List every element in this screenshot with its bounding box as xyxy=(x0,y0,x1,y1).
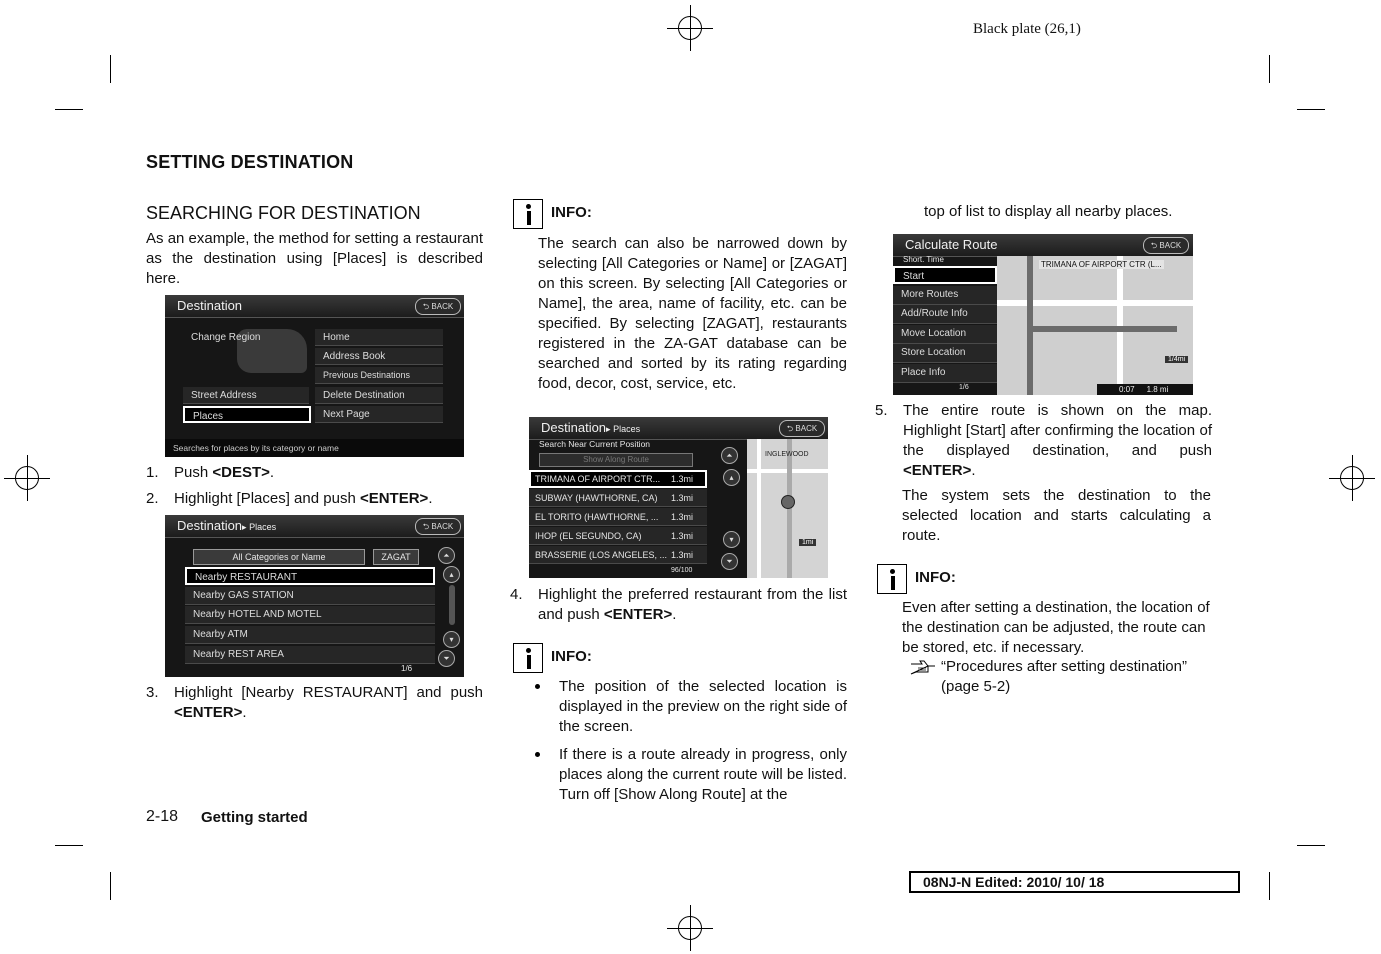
list-item-atm[interactable] xyxy=(185,626,435,644)
step-4 xyxy=(510,585,847,625)
menu-label: Store Location xyxy=(901,347,966,358)
list-item-restaurant[interactable] xyxy=(185,567,435,585)
key-enter: <ENTER> xyxy=(359,490,429,507)
info-block-2 xyxy=(513,643,713,673)
route-summary xyxy=(1097,384,1193,395)
plate-label: Black plate (26,1) xyxy=(973,21,1081,37)
back-button[interactable]: ⮌ BACK xyxy=(779,420,825,437)
menu-label: Change Region xyxy=(191,332,261,343)
step-text: Push <DEST>. xyxy=(174,464,275,481)
key-enter: <ENTER> xyxy=(603,606,673,623)
key-dest: <DEST> xyxy=(212,464,270,481)
destination-label: TRIMANA OF AIRPORT CTR (L... xyxy=(1041,260,1162,269)
registration-mark-right xyxy=(1329,455,1375,501)
item-label: Nearby ATM xyxy=(193,629,248,640)
menu-previous-destinations[interactable] xyxy=(315,367,443,384)
place-name: TRIMANA OF AIRPORT CTR... xyxy=(535,474,661,484)
scrollbar[interactable] xyxy=(449,585,455,625)
info-label: INFO: xyxy=(915,569,956,586)
route-time: 0:07 xyxy=(1119,385,1135,394)
info-block-1 xyxy=(513,199,713,229)
registration-mark-bottom xyxy=(667,905,713,951)
menu-label: Add/Route Info xyxy=(901,308,968,319)
info-3-text: Even after setting a destination, the location of the destination can be adjusted, the route can be stored, etc. if necessary. xyxy=(902,599,1210,656)
scroll-up-fast-icon[interactable]: ⏶ xyxy=(721,447,738,464)
info-icon xyxy=(513,199,543,229)
step-5 xyxy=(875,401,1211,481)
menu-next-page[interactable] xyxy=(315,406,443,423)
page-indicator: 96/100 xyxy=(671,567,693,574)
crop-mark xyxy=(110,55,111,83)
step-1 xyxy=(146,463,483,483)
page-number: 2-18 xyxy=(146,808,179,825)
step-text: The entire route is shown on the map. Highlight [Start] after confirming the location of the displayed destination, and push <ENTER>. xyxy=(903,402,1212,479)
places-screen xyxy=(165,515,464,677)
crop-mark xyxy=(55,845,83,846)
item-label: Nearby GAS STATION xyxy=(193,590,294,601)
crop-mark xyxy=(55,109,83,110)
scroll-up-icon[interactable]: ▴ xyxy=(443,566,460,583)
add-route-info-button[interactable] xyxy=(893,305,997,324)
place-name: BRASSERIE (LOS ANGELES, ... xyxy=(535,550,668,560)
list-item-hotel[interactable] xyxy=(185,606,435,624)
place-distance: 1.3mi xyxy=(670,474,693,484)
menu-label: Place Info xyxy=(901,367,946,378)
info-block-3 xyxy=(877,564,1077,594)
step-2 xyxy=(146,489,483,509)
back-button[interactable]: ⮌ BACK xyxy=(1143,237,1189,254)
back-label: BACK xyxy=(795,424,818,433)
item-label: Nearby HOTEL AND MOTEL xyxy=(193,609,322,620)
step-text: Highlight [Places] and push <ENTER>. xyxy=(174,490,433,507)
button-label: All Categories or Name xyxy=(232,552,326,562)
route-line xyxy=(1027,326,1177,332)
step-number: 2. xyxy=(146,490,159,507)
back-label: BACK xyxy=(1159,241,1182,250)
step-number: 3. xyxy=(146,684,159,701)
menu-delete-destination[interactable] xyxy=(315,387,443,404)
screen-title: Destination▸ Places xyxy=(177,518,277,533)
registration-mark-left xyxy=(4,455,50,501)
page-indicator: 1/6 xyxy=(959,384,969,391)
preview-map xyxy=(747,439,828,578)
place-distance: 1.3mi xyxy=(670,550,693,560)
item-label: Nearby REST AREA xyxy=(193,649,284,660)
step-number: 5. xyxy=(875,402,888,419)
place-distance: 1.3mi xyxy=(670,493,693,503)
info-label: INFO: xyxy=(551,648,592,665)
crop-mark xyxy=(110,872,111,900)
menu-label: Delete Destination xyxy=(323,390,405,401)
place-info-button[interactable] xyxy=(893,364,997,383)
place-name: IHOP (EL SEGUNDO, CA) xyxy=(535,531,642,541)
footer-section: Getting started xyxy=(201,809,308,826)
key-enter: <ENTER> xyxy=(174,704,243,721)
info-2-bullet-2 xyxy=(535,745,847,805)
list-row[interactable] xyxy=(529,470,707,488)
destination-pin-icon xyxy=(781,495,795,509)
menu-label: More Routes xyxy=(901,289,959,300)
route-type: Short. Time xyxy=(903,255,944,264)
menu-home[interactable] xyxy=(315,329,443,346)
calculate-route-screen xyxy=(893,234,1193,395)
scroll-down-fast-icon[interactable]: ⏷ xyxy=(721,553,738,570)
scroll-up-fast-icon[interactable]: ⏶ xyxy=(438,547,455,564)
search-near-header: Search Near Current Position xyxy=(539,439,651,449)
menu-label: Address Book xyxy=(323,351,386,362)
back-button[interactable]: ⮌ BACK xyxy=(415,518,461,535)
crop-mark xyxy=(1269,55,1270,83)
menu-label: Next Page xyxy=(323,409,370,420)
hint-bar: Searches for places by its category or name xyxy=(165,439,464,457)
step-number: 4. xyxy=(510,586,523,603)
screen-title: Destination▸ Places xyxy=(541,420,641,435)
more-routes-button[interactable] xyxy=(893,286,997,305)
store-location-button[interactable] xyxy=(893,344,997,363)
subsection-title: SEARCHING FOR DESTINATION xyxy=(146,203,421,223)
list-item-rest-area[interactable] xyxy=(185,646,435,664)
menu-label: Move Location xyxy=(901,328,967,339)
info-2-bullet-2-continued: top of list to display all nearby places. xyxy=(924,203,1173,220)
route-distance: 1.8 mi xyxy=(1146,385,1169,394)
item-label: Nearby RESTAURANT xyxy=(195,572,298,583)
menu-label: Start xyxy=(903,271,925,282)
route-map xyxy=(997,256,1193,395)
place-distance: 1.3mi xyxy=(670,531,693,541)
step-text: Highlight the preferred restaurant from the list and push <ENTER>. xyxy=(538,586,847,623)
menu-street-address[interactable] xyxy=(183,387,309,404)
menu-label: Previous Destinations xyxy=(323,370,411,380)
list-row[interactable] xyxy=(529,546,707,564)
destination-screen xyxy=(165,295,464,457)
menu-label: Places xyxy=(193,411,224,422)
crop-mark xyxy=(1297,109,1325,110)
list-row[interactable] xyxy=(529,508,707,526)
button-label: ZAGAT xyxy=(381,552,411,562)
system-text: The system sets the destination to the selected location and starts calculating a route. xyxy=(902,487,1211,544)
menu-address-book[interactable] xyxy=(315,348,443,365)
screen-title: Destination xyxy=(177,298,243,313)
map-label: INGLEWOOD xyxy=(765,451,809,458)
menu-change-region[interactable] xyxy=(183,329,309,346)
place-name: EL TORITO (HAWTHORNE, ... xyxy=(535,512,659,522)
start-button[interactable] xyxy=(893,266,997,284)
scroll-up-icon[interactable]: ▴ xyxy=(723,469,740,486)
list-row[interactable] xyxy=(529,489,707,507)
info-icon xyxy=(513,643,543,673)
map-road xyxy=(757,439,761,578)
back-button[interactable]: ⮌ BACK xyxy=(415,298,461,315)
back-label: BACK xyxy=(431,522,454,531)
section-title: SETTING DESTINATION xyxy=(146,152,354,172)
bullet-text: If there is a route already in progress, only places along the current route will be listed. Turn off [Show Along Route] at the xyxy=(559,746,847,803)
menu-label: Street Address xyxy=(191,390,257,401)
back-label: BACK xyxy=(431,302,454,311)
nearby-places-screen xyxy=(529,417,828,578)
scroll-down-fast-icon[interactable]: ⏷ xyxy=(438,650,455,667)
list-row[interactable] xyxy=(529,527,707,545)
key-enter: <ENTER> xyxy=(903,462,972,479)
all-categories-button[interactable] xyxy=(193,549,365,565)
bullet-text: The position of the selected location is displayed in the preview on the right side of the screen. xyxy=(559,678,847,735)
list-item-gas-station[interactable] xyxy=(185,587,435,605)
info-2-bullet-1 xyxy=(535,677,847,737)
move-location-button[interactable] xyxy=(893,325,997,344)
edited-stamp: 08NJ-N Edited: 2010/ 10/ 18 xyxy=(909,871,1240,893)
scroll-down-icon[interactable]: ▾ xyxy=(723,531,740,548)
reference-link[interactable]: “Procedures after setting destination” xyxy=(941,658,1187,675)
info-1-text: The search can also be narrowed down by selecting [All Categories or Name] or [ZAGAT] on this screen. By selecting [All Categories or Name], the area, name of facility, etc. can be specified. By selecting [ZAGAT], restaurants registered in the ZA-GAT database can be searched and sorted by its rating regarding food, decor, cost, service, etc. xyxy=(538,235,847,392)
menu-places[interactable] xyxy=(183,406,311,423)
page-indicator: 1/6 xyxy=(401,664,413,673)
screen-title: Calculate Route xyxy=(905,237,998,252)
reference-hand-icon xyxy=(910,660,936,678)
crop-mark xyxy=(1269,872,1270,900)
intro-text: As an example, the method for setting a restaurant as the destination using [Places] is described here. xyxy=(146,230,483,287)
show-along-route-toggle[interactable] xyxy=(539,453,693,467)
info-label: INFO: xyxy=(551,204,592,221)
bullet-dot xyxy=(535,684,540,689)
reference-page[interactable]: (page 5-2) xyxy=(941,678,1011,695)
map-scale: 1mi xyxy=(799,539,816,546)
step-text: Highlight [Nearby RESTAURANT] and push <ENTER>. xyxy=(174,684,483,721)
route-line xyxy=(1027,256,1033,395)
zagat-button[interactable] xyxy=(373,549,419,565)
registration-mark-top xyxy=(667,5,713,51)
info-icon xyxy=(877,564,907,594)
map-scale: 1/4mi xyxy=(1165,356,1188,363)
bullet-dot xyxy=(535,752,540,757)
place-name: SUBWAY (HAWTHORNE, CA) xyxy=(535,493,658,503)
scroll-down-icon[interactable]: ▾ xyxy=(443,631,460,648)
step-number: 1. xyxy=(146,464,159,481)
crop-mark xyxy=(1297,845,1325,846)
step-3 xyxy=(146,683,483,723)
place-distance: 1.3mi xyxy=(670,512,693,522)
toggle-label: Show Along Route xyxy=(583,455,649,464)
menu-label: Home xyxy=(323,332,350,343)
